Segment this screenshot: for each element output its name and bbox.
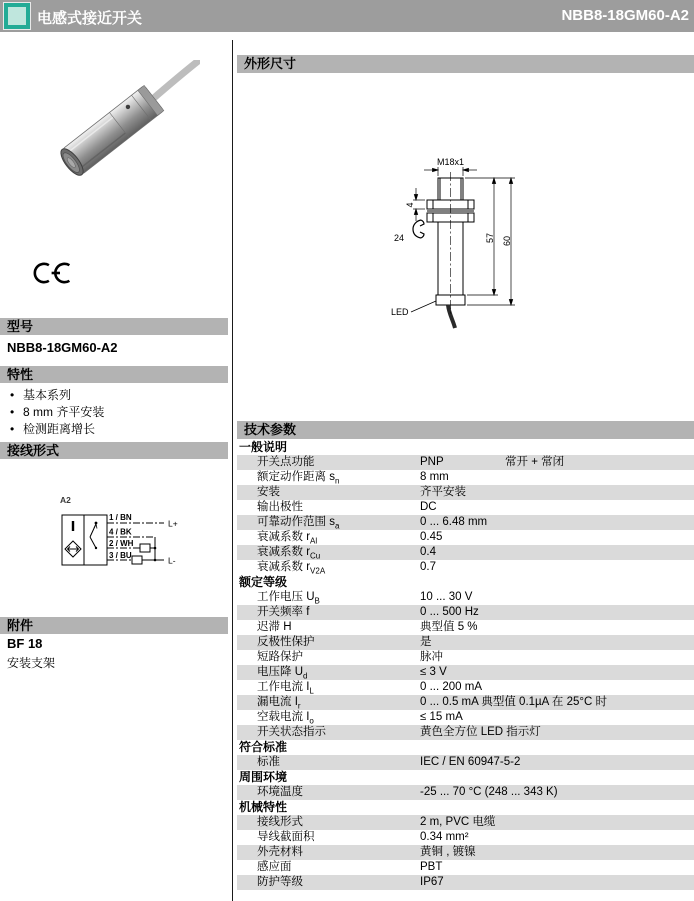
load-symbol: [132, 556, 142, 564]
tech-row: [237, 785, 694, 800]
wrench-icon: [413, 220, 424, 238]
tech-row: [237, 530, 694, 545]
brand-square-icon: [4, 3, 30, 29]
tech-row-label: 反极性保护: [257, 636, 315, 648]
tech-row-value: IEC / EN 60947-5-2: [420, 756, 521, 768]
tech-row-value: 10 ... 30 V: [420, 591, 473, 603]
tech-row-label: 外壳材料: [257, 846, 303, 858]
tech-row-value: PNP: [420, 456, 444, 468]
tech-row-value: 0 ... 200 mA: [420, 681, 483, 693]
tech-row-label: 衰减系数 $r_{Cu}$: [257, 546, 321, 561]
wiring-variant-label: A2: [60, 495, 71, 505]
tech-row: [237, 605, 694, 620]
tech-row: [237, 845, 694, 860]
tech-row-value: 齐平安装: [420, 486, 466, 498]
tech-row-value: 脉冲: [420, 651, 443, 663]
section-header-accessories: 附件: [0, 617, 228, 634]
tech-row: [237, 875, 694, 890]
tech-row-value: 黄铜 , 镀镍: [420, 846, 476, 858]
product-photo: [35, 60, 200, 195]
tech-row-label: 迟滞 H: [257, 621, 292, 633]
tech-row-value: 黄色全方位 LED 指示灯: [420, 726, 541, 738]
header-model-number: NBB8-18GM60-A2: [561, 7, 689, 24]
tech-row-value: 8 mm: [420, 471, 449, 483]
tech-row-label: 电压降 $U_d$: [257, 666, 308, 681]
tech-row-value: DC: [420, 501, 437, 513]
header-bar: [0, 0, 694, 32]
tech-group-header: 一般说明: [237, 440, 694, 455]
tech-row: [237, 470, 694, 485]
column-divider: [232, 40, 233, 901]
tech-row: [237, 545, 694, 560]
led-callout-label: LED: [391, 307, 409, 317]
tech-row: [237, 500, 694, 515]
model-number: NBB8-18GM60-A2: [7, 340, 118, 355]
tech-row: [237, 830, 694, 845]
dim-nut-height-label: 4: [405, 202, 415, 208]
tech-row-value: 0.4: [420, 546, 436, 558]
dim-wrench-size-label: 24: [393, 233, 405, 243]
tech-row-value: 0.34 mm²: [420, 831, 469, 843]
sensor-symbol: [65, 541, 81, 557]
tech-row-label: 安装: [257, 486, 280, 498]
tech-row: [237, 455, 694, 470]
supply-plus-label: L+: [168, 518, 178, 529]
cable: [151, 60, 200, 99]
dim-thread-label: M18x1: [436, 157, 465, 167]
tech-row: [237, 815, 694, 830]
tech-row: [237, 560, 694, 575]
tech-row: [237, 860, 694, 875]
tech-row-value: 0.7: [420, 561, 436, 573]
tech-row-value-2: 常开 + 常闭: [505, 456, 565, 468]
tech-row-label: 环境温度: [257, 786, 303, 798]
tech-parameters-table: [237, 440, 694, 890]
tech-group-header: 符合标准: [237, 740, 694, 755]
tech-row-value: IP67: [420, 876, 444, 888]
tech-row-label: 衰减系数 $r_{Al}$: [257, 531, 318, 546]
tech-row-label: 开关频率 f: [257, 606, 310, 618]
tech-row-label: 可靠动作范围 $s_a$: [257, 516, 340, 531]
pin-label: 3 / BU: [109, 551, 132, 560]
tech-row-label: 感应面: [257, 861, 292, 873]
tech-row-value: 0 ... 0.5 mA 典型值 0.1µA 在 25°C 时: [420, 696, 607, 708]
accessory-description: 安装支架: [7, 656, 56, 670]
tech-row-label: 额定动作距离 $s_n$: [257, 471, 340, 486]
tech-row: [237, 650, 694, 665]
tech-row-value: -25 ... 70 °C (248 ... 343 K): [420, 786, 558, 798]
tech-row: [237, 590, 694, 605]
feature-item: • 检测距离增长: [7, 421, 222, 438]
tech-row-label: 输出极性: [257, 501, 303, 513]
tech-row-label: 开关点功能: [257, 456, 315, 468]
tech-row-value: 0 ... 500 Hz: [420, 606, 479, 618]
tech-row-label: 空载电流 $I_o$: [257, 711, 314, 726]
section-header-connection: 接线形式: [0, 442, 228, 459]
tech-row-label: 短路保护: [257, 651, 303, 663]
load-symbol: [140, 544, 150, 552]
dim-60-label: 60: [502, 235, 512, 247]
tech-row-label: 漏电流 $I_r$: [257, 696, 301, 711]
accessory-model: BF 18: [7, 636, 43, 651]
tech-group-header: 周围环境: [237, 770, 694, 785]
tech-row-label: 导线截面积: [257, 831, 315, 843]
section-header-tech: 技术参数: [237, 421, 694, 439]
wiring-diagram: [52, 490, 192, 585]
switch-contacts: [90, 522, 97, 550]
tech-row-value: 0.45: [420, 531, 443, 543]
tech-row-label: 工作电压 $U_B$: [257, 591, 320, 606]
tech-row-label: 衰减系数 $r_{V2A}$: [257, 561, 326, 576]
tech-group-header: 额定等级: [237, 575, 694, 590]
tech-row: [237, 680, 694, 695]
pin-label: 4 / BK: [109, 527, 132, 537]
tech-row-label: 工作电流 $I_L$: [257, 681, 314, 696]
supply-minus-label: L-: [168, 555, 176, 566]
pin-label: 1 / BN: [109, 513, 132, 522]
section-header-dimensions: 外形尺寸: [237, 55, 694, 73]
tech-row: [237, 665, 694, 680]
tech-row-value: 是: [420, 636, 432, 648]
tech-row: [237, 755, 694, 770]
feature-item: • 8 mm 齐平安装: [7, 404, 222, 421]
tech-row-label: 开关状态指示: [257, 726, 326, 738]
tech-row: [237, 695, 694, 710]
section-header-features: 特性: [0, 366, 228, 383]
features-list: [7, 387, 222, 438]
dim-57-label: 57: [485, 232, 495, 244]
tech-row-value: 典型值 5 %: [420, 621, 478, 633]
tech-row: [237, 635, 694, 650]
section-header-model: 型号: [0, 318, 228, 335]
tech-row-label: 接线形式: [257, 816, 303, 828]
tech-row: [237, 485, 694, 500]
tech-row-label: 防护等级: [257, 876, 303, 888]
dimension-drawing: [383, 142, 598, 337]
tech-group-header: 机械特性: [237, 800, 694, 815]
tech-row-value: ≤ 15 mA: [420, 711, 463, 723]
feature-item: • 基本系列: [7, 387, 222, 404]
tech-row: [237, 515, 694, 530]
tech-row-value: 2 m, PVC 电缆: [420, 816, 496, 828]
tech-row: [237, 710, 694, 725]
tech-row: [237, 725, 694, 740]
tech-row-label: 标准: [257, 756, 280, 768]
pin-label: 2 / WH: [109, 539, 134, 548]
tech-row-value: PBT: [420, 861, 443, 873]
tech-row: [237, 620, 694, 635]
page-title: 电感式接近开关: [37, 10, 143, 27]
ce-mark: [30, 260, 72, 286]
tech-row-value: 0 ... 6.48 mm: [420, 516, 488, 528]
tech-row-value: ≤ 3 V: [420, 666, 447, 678]
